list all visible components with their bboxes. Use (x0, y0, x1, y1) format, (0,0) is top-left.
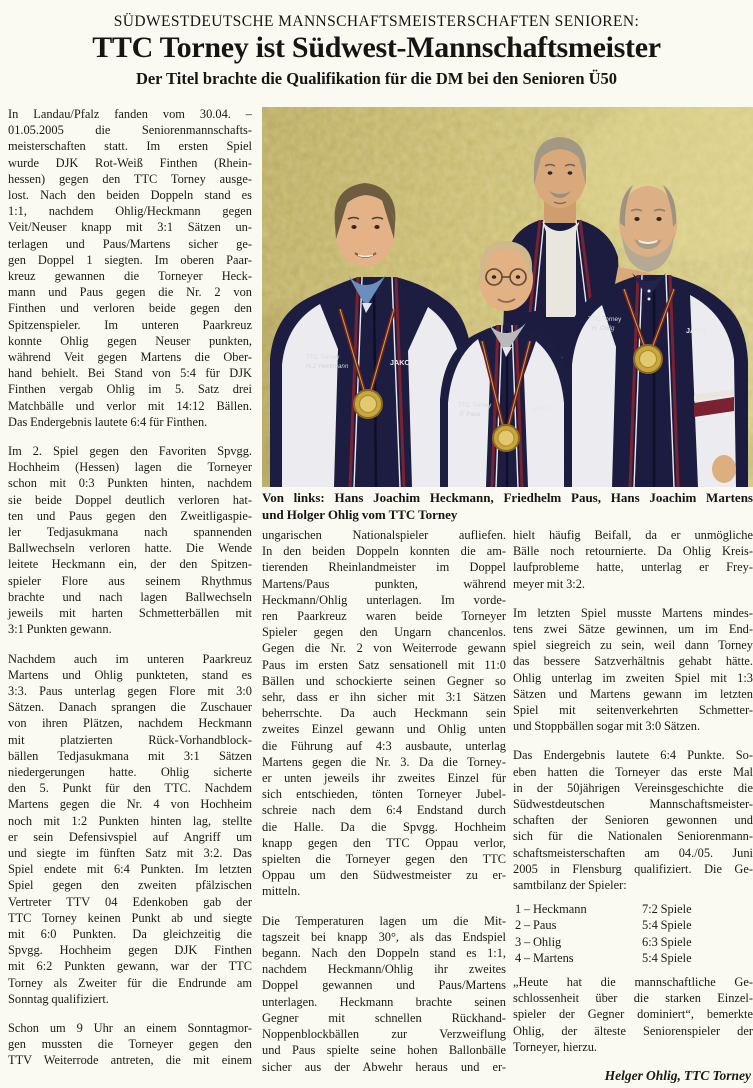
text-line: und Paus spielte seine hohen Ballonbälle (262, 1043, 506, 1058)
text-line: In den beiden Doppeln konnten die am- (262, 544, 506, 559)
text-line: ten und Paus gegen den Zweitligaspie- (8, 508, 252, 523)
svg-text:TTC Torney: TTC Torney (588, 316, 622, 323)
text-line: Spiel gegen den zweiten pfälzischen (8, 878, 252, 893)
text-line: nachdem Heckmann/Ohlig ihr zweites (262, 962, 506, 977)
text-line: konnte Ohlig gegen Neuser punkten, (8, 333, 252, 348)
text-line: Martens gegen die Nr. 4 von Hochheim (8, 797, 252, 812)
text-line: Hochheim (Hessen) lagen die Torneyer (8, 460, 252, 475)
text-line: Heckmann/Ohlig unterlagen. Im vorde- (262, 592, 506, 607)
text-line: beherrschte. Da auch Heckmann sein (262, 706, 506, 721)
text-line: Das Endergebnis lautete 6:4 für Finthen. (8, 414, 208, 429)
paragraph (513, 747, 753, 893)
text-line: während Veit gegen Martens die Ober- (8, 350, 252, 365)
result-player: 4 – Martens (515, 950, 574, 965)
text-line: Spvgg. Hochheim gegen DJK Finthen (8, 943, 252, 958)
text-line: schreie nach dem 6:4 Endstand durch (262, 803, 506, 818)
text-line: ler Tedjasukmana nach spannenden (8, 525, 252, 540)
text-line: Martens/Paus punkten, während (262, 576, 506, 591)
text-line: TTC Torney keinen Punkt ab und siegte (8, 910, 252, 925)
result-row (515, 950, 753, 966)
text-line: er unten jeweils ihr zweites Einzel für (262, 771, 506, 786)
text-line: Martens gegen die Nr. 3. Da die Torney- (262, 754, 506, 769)
text-line: den 5. Punkt für den TTC. Nachdem (8, 781, 252, 796)
svg-text:H.J. Heckmann: H.J. Heckmann (306, 363, 349, 370)
text-line: sehr, dass er ihn sicher mit 3:1 Sätzen (262, 690, 506, 705)
text-line: Noppenblockbällen zur Verzweiflung (262, 1027, 506, 1042)
text-line: die Führung auf 4:3 ausbaute, unterlag (262, 738, 506, 753)
text-line: mit 6:2 Punkten gewann, war der TTC (8, 959, 252, 974)
text-line: Nachdem auch im unteren Paarkreuz (8, 651, 252, 666)
text-line: Spitzenspieler. Im unteren Paarkreuz (8, 317, 252, 332)
text-line: Oppau um den Südwestmeister zu er- (262, 868, 506, 883)
text-line: Von links: Hans Joachim Heckmann, Friedhelm Paus, Hans Joachim Martens (262, 490, 753, 505)
paragraph (262, 490, 753, 523)
text-line: wurde DJK Rot-Weiß Finthen (Rhein- (8, 155, 252, 170)
text-line: terlagen und Paus/Martens sicher ge- (8, 236, 252, 251)
result-row (515, 917, 753, 933)
text-line: samtbilanz der Spieler: (513, 878, 627, 893)
team-photo (262, 107, 753, 487)
text-line: mann und Paus gegen die Nr. 2 von (8, 285, 252, 300)
text-line: noch mit 1:2 Punkten hinten lag, stellte (8, 813, 252, 828)
text-line: Die Temperaturen lagen um die Mit- (262, 913, 506, 928)
paragraph (513, 974, 753, 1055)
text-line: gen Doppel 1 siegten. Im oberen Paar- (8, 252, 252, 267)
text-line: das bessere Satzverhältnis gehabt hätte. (513, 654, 753, 669)
text-line: mit 6:0 Punkten. Da gleichzeitig die (8, 926, 252, 941)
text-line: 3:3. Paus unterlag gegen Flore mit 3:0 (8, 683, 252, 698)
paragraph (262, 527, 506, 900)
text-line: Doppel gewannen und Paus/Martens (262, 978, 506, 993)
text-line: sich entschieden, tönten Torneyer Jubel- (262, 787, 506, 802)
text-line: meyer mit 3:2. (513, 576, 586, 591)
result-player: 3 – Ohlig (515, 934, 562, 949)
result-player: 2 – Paus (515, 918, 557, 933)
text-line: hand behielt. Bei Stand von 5:4 für DJK (8, 366, 252, 381)
text-line: jeweils mit harten Schmetterbällen mit (8, 606, 252, 621)
text-line: tagszeit bei knapp 30°, als das Endspiel (262, 929, 506, 944)
text-line: Sonntag qualifiziert. (8, 991, 109, 1006)
paragraph (8, 1020, 252, 1069)
text-line: TTV Weiterrode antreten, die mit einem (8, 1053, 252, 1068)
text-line: lost. Nach den beiden Doppeln stand es (8, 188, 252, 203)
text-line: Torney als Zweiter für die Endrunde am (8, 975, 252, 990)
article-column-right (513, 527, 753, 1084)
text-line: leitete Heckmann ein, der den Spitzen- (8, 557, 252, 572)
article-title: TTC Torney ist Südwest-Mannschaftsmeister (92, 31, 661, 64)
text-line: „Heute hat die mannschaftliche Ge- (513, 975, 753, 990)
text-line: und Holger Ohlig vom TTC Torney (262, 506, 458, 522)
text-line: 01.05.2005 die Seniorenmannschafts- (8, 123, 252, 138)
text-line: und Stoppbällen sogar mit 3:0 Sätzen. (513, 719, 701, 734)
text-line: 2005 in Flensburg qualifiziert. Die Ge- (513, 861, 753, 876)
text-line: hielt häufig Beifall, da er unmögliche (513, 528, 753, 542)
text-line: bällen Tedjasukmana mit 3:1 Sätzen (8, 748, 252, 763)
svg-text:F. Paus: F. Paus (460, 411, 481, 418)
paragraph (8, 106, 252, 430)
text-line: mitteln. (262, 884, 301, 899)
text-line: spielten die Torneyer gegen den TTC (262, 852, 506, 867)
photo-caption (262, 490, 753, 523)
article-column-middle (262, 527, 506, 1088)
text-line: und siegte im fünften Satz mit 3:2. Das (8, 845, 252, 860)
text-line: niedergerungen hatte. Ohlig sicherte (8, 764, 252, 779)
text-line: 3:1 Punkten gewann. (8, 622, 112, 637)
article-kicker: SÜDWESTDEUTSCHE MANNSCHAFTSMEISTERSCHAFTEN SENIOREN: (113, 13, 640, 30)
text-line: eben hatten die Torneyer das erste Mal (513, 764, 753, 779)
text-line: schon mit 0:3 Punkten hinten, nachdem (8, 476, 252, 491)
text-line: Ohlig unterlag im zweiten Spiel mit 1:3 (513, 670, 753, 685)
text-line: Im letzten Spiel musste Martens mindes- (513, 605, 753, 620)
text-line: Spieler gegen den Ungarn chancenlos. (262, 625, 506, 640)
svg-text:JAKO: JAKO (530, 404, 550, 413)
text-line: Das Endergebnis lautete 6:4 Punkte. So- (513, 748, 753, 763)
svg-text:TTC Torney: TTC Torney (306, 354, 340, 361)
text-line: mit platzierten Rück-Vorhandblock- (8, 732, 252, 747)
text-line: brachte und nach lagen Ballwechseln (8, 589, 252, 604)
text-line: Gegen die Nr. 2 von Weiterrode gewann (262, 641, 506, 656)
svg-text:H. Ohlig: H. Ohlig (592, 325, 615, 332)
text-line: Veit/Neuser knapp mit 3:1 Sätzen un- (8, 220, 252, 235)
text-line: meisterschaften statt. Im ersten Spiel (8, 139, 252, 154)
text-line: Matchbälle und verlor mit 14:12 Bällen. (8, 398, 252, 413)
text-line: ren Paarkreuz waren beide Torneyer (262, 609, 506, 624)
text-line: 1:1, nachdem Ohlig/Heckmann gegen (8, 204, 252, 219)
text-line: ungarischen Nationalspieler aufliefen. (262, 528, 506, 542)
text-line: Finthen vergab Ohlig im 5. Satz drei (8, 382, 252, 397)
article-column-left (8, 106, 252, 1082)
text-line: unterlagen. Heckmann brachte seinen (262, 994, 506, 1009)
svg-text:JAKO: JAKO (686, 326, 706, 335)
text-line: Martens und Ohlig punkteten, stand es (8, 667, 252, 682)
result-row (515, 901, 753, 917)
text-line: hessen) gegen den TTC Torney ausge- (8, 171, 252, 186)
text-line: die Halle. Da die Spvgg. Hochheim (262, 819, 506, 834)
text-line: sie beide Doppel deutlich verloren hat- (8, 492, 252, 507)
result-row (515, 934, 753, 950)
paragraph (8, 443, 252, 637)
text-line: Gegner mit schnellen Rückhand- (262, 1010, 506, 1025)
text-line: In Landau/Pfalz fanden vom 30.04. – (8, 107, 252, 121)
text-line: begann. Nach den Doppeln stand es 1:1, (262, 946, 506, 961)
text-line: in der 50jährigen Vereinsgeschichte die (513, 780, 753, 795)
text-line: Im 2. Spiel gegen den Favoriten Spvgg. (8, 444, 252, 459)
article-subtitle: Der Titel brachte die Qualifikation für die DM bei den Senioren Ü50 (135, 69, 618, 88)
paragraph (513, 605, 753, 735)
result-score: 6:3 Spiele (642, 934, 692, 949)
paragraph (513, 527, 753, 592)
text-line: tierenden Rheinlandmeister im Doppel (262, 560, 506, 575)
text-line: Südwestdeutschen Mannschaftsmeister- (513, 797, 753, 812)
text-line: zweites Einzel gewann und Ohlig unten (262, 722, 506, 737)
text-line: gen mussten die Torneyer gegen den (8, 1037, 252, 1052)
text-line: Spiel endete mit 6:4 Punkten. Im letzten (8, 862, 252, 877)
text-line: Vertreter TTV 04 Edenkoben gab der (8, 894, 252, 909)
text-line: schlossenheit über die starken Einzel- (513, 991, 753, 1006)
text-line: spieler der Gegner dominiert“, bemerkte (513, 1007, 753, 1022)
svg-text:JAKO: JAKO (390, 358, 410, 367)
text-line: Torneyer, hierzu. (513, 1039, 597, 1054)
author-signature: Helger Ohlig, TTC Torney (604, 1068, 751, 1084)
result-score: 5:4 Spiele (642, 950, 692, 965)
text-line: Bällen und schockierte seinen Gegner so (262, 673, 506, 688)
text-line: Bälle noch retournierte. Da Ohlig Kreis- (513, 544, 753, 559)
text-line: Ballwechseln verloren hatte. Die Wende (8, 541, 252, 556)
result-score: 5:4 Spiele (642, 918, 692, 933)
text-line: er sein Defensivspiel auf Angriff um (8, 829, 252, 844)
text-line: Finthen und verloren beide gegen den (8, 301, 252, 316)
text-line: Paus im ersten Satz sensationell mit 11:0 (262, 657, 506, 672)
paragraph (262, 913, 506, 1075)
text-line: Schon um 9 Uhr an einem Sonntagmor- (8, 1020, 252, 1035)
text-line: schaftsmeisterschaften am 04./05. Juni (513, 845, 753, 860)
text-line: knapp gegen den TTC Oppau verlor, (262, 835, 506, 850)
text-line: sich für die Nationalen Seniorenmann- (513, 829, 753, 844)
text-line: Sätzen. Danach sprangen die Zuschauer (8, 700, 252, 715)
paragraph (8, 651, 252, 1007)
text-line: tens zwei Sätze gewinnen, um im End- (513, 622, 753, 637)
results-table (515, 901, 753, 966)
text-line: Spiel mit seitenverkehrten Schmetter- (513, 703, 753, 718)
text-line: spiel siegreich zu sein, weil dann Torney (513, 638, 753, 653)
text-line: Ohlig, der älteste Seniorenspieler der (513, 1023, 753, 1038)
text-line: kreuz gewannen die Torneyer Heck- (8, 269, 252, 284)
svg-text:TTC Torney: TTC Torney (458, 402, 492, 409)
text-line: Sätzen und Martens gewann im letzten (513, 686, 753, 701)
text-line: sicher aus der Abwehr heraus und er- (262, 1059, 506, 1074)
text-line: schaften der Senioren gewonnen und (513, 813, 753, 828)
text-line: spieler Flore aus seinem Rhythmus (8, 573, 252, 588)
result-score: 7:2 Spiele (642, 902, 692, 917)
result-player: 1 – Heckmann (515, 902, 587, 917)
text-line: von ihren Plätzen, nachdem Heckmann (8, 716, 252, 731)
text-line: laufprobleme hatte, unterlag er Frey- (513, 560, 753, 575)
